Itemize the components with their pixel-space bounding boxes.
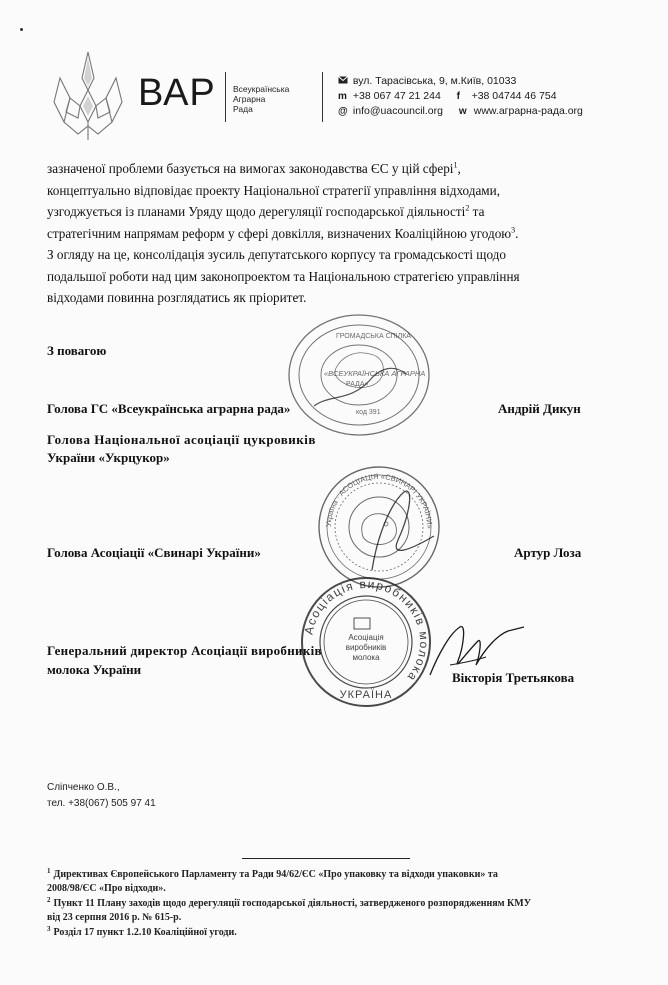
- body-line: зазначеної проблеми базується на вимогах законодавства ЄС у цій сфері$^1$,: [47, 160, 461, 176]
- phone-fax[interactable]: +38 04744 46 754: [471, 90, 557, 102]
- signatory-title: Голова Національної асоціації цукровиків: [47, 432, 316, 447]
- body-line: концептуально відповідає проекту Національної стратегії управління відходами,: [47, 182, 501, 198]
- body-line: узгоджується із планами Уряду щодо дерегуляції господарської діяльності$^2$ та: [47, 203, 485, 219]
- executor-name: Сліпченко О.В.,: [47, 782, 120, 793]
- website-link[interactable]: www.аграрна-рада.org: [473, 105, 583, 117]
- envelope-icon: [338, 74, 350, 89]
- footnote-number: 2: [47, 895, 51, 904]
- stamp-text: виробників: [345, 643, 387, 652]
- body-line: подальшої роботи над цим законопроектом та Національною стратегією управління: [47, 268, 520, 284]
- mobile-phone-icon: m: [338, 91, 347, 102]
- footnote-ref[interactable]: 1: [453, 160, 458, 170]
- stamp-text: ГРОМАДСЬКА СПІЛКА: [336, 333, 411, 340]
- body-line: З огляду на це, консолідація зусиль депутатського корпусу та громадськості щодо: [47, 247, 506, 262]
- header-divider: [225, 72, 226, 122]
- signatory-name: Вікторія Третьякова: [452, 670, 575, 685]
- address-text: вул. Тарасівська, 9, м.Київ, 01033: [352, 75, 517, 87]
- contact-block: [338, 74, 583, 119]
- stamp-text: РАДА»: [346, 381, 369, 388]
- org-name-line: Аграрна: [233, 94, 266, 104]
- body-line: відходами повинна розглядатись як пріоритет.: [47, 290, 307, 305]
- footnotes: [47, 868, 615, 942]
- address-row: [338, 74, 583, 89]
- footnote: $^2$ Пункт 11 Плану заходів щодо дерегуляції господарської діяльності, затвердженого розпорядженням КМУ від 23 серпня 2016 р. № 615-р.: [47, 895, 532, 923]
- letterhead: [0, 42, 668, 142]
- stamp-text: УКРАЇНА: [339, 689, 393, 701]
- executor-contact: [47, 780, 156, 812]
- executor-phone[interactable]: тел. +38(067) 505 97 41: [47, 798, 156, 809]
- footnote: $^3$ Розділ 17 пункт 1.2.10 Коаліційної угоди.: [47, 924, 237, 938]
- stamp-agrarian-council-icon: [284, 310, 434, 440]
- email-icon: @: [338, 106, 348, 117]
- phone-mobile[interactable]: +38 067 47 21 244: [352, 90, 441, 102]
- brand-logo-text: ВАР: [138, 72, 216, 114]
- body-line: стратегічним напрямам реформ у сфері довкілля, визначених Коаліційною угодою$^3$.: [47, 225, 519, 241]
- stamp-text: «ВСЕУКРАЇНСЬКА АГРАРНА: [324, 369, 426, 378]
- stamp-text: Асоціація: [348, 633, 384, 642]
- org-name: [233, 84, 289, 114]
- footnote: $^1$ Директивах Європейського Парламенту та Ради 94/62/ЄС «Про упаковку та відходи упаковки» та 2008/98/ЄС «Про відходи».: [47, 866, 498, 894]
- signatory-name: Андрій Дикун: [498, 401, 581, 416]
- footnote-number: 1: [47, 866, 51, 875]
- footnote-number: 3: [47, 924, 51, 933]
- stamp-milk-producers-icon: [296, 572, 436, 712]
- footnote-ref[interactable]: 3: [511, 225, 516, 235]
- signatory-title: Генеральний директор Асоціації виробників: [47, 643, 322, 658]
- stamp-text: молока: [352, 653, 380, 662]
- phone-row: [338, 89, 583, 104]
- footnote-ref[interactable]: 2: [465, 203, 470, 213]
- stamp-text: код 391: [356, 409, 381, 416]
- letter-body: [47, 158, 609, 309]
- email-link[interactable]: info@uacouncil.org: [352, 105, 443, 117]
- signatory-name: Артур Лоза: [514, 545, 582, 560]
- web-icon: w: [458, 106, 467, 117]
- trident-logo-icon: [48, 48, 128, 144]
- scan-speck: [20, 28, 23, 31]
- stamp-text: Україна · АСОЦІАЦІЯ «СВИНАРІ УКРАЇНИ»: [323, 471, 435, 529]
- org-name-line: Всеукраїнська: [233, 84, 290, 94]
- web-row: [338, 104, 583, 119]
- stamp-text: Асоціація виробників молока: [301, 576, 432, 685]
- fax-icon: f: [456, 91, 460, 102]
- header-divider: [322, 72, 323, 122]
- org-name-line: Рада: [233, 104, 253, 114]
- footnote-separator: [242, 858, 410, 859]
- closing-regards: З повагою: [47, 343, 107, 358]
- signatory-title: Голова ГС «Всеукраїнська аграрна рада»: [47, 401, 291, 416]
- signatory-title: Голова Асоціації «Свинарі України»: [47, 545, 261, 560]
- signatory-title: молока України: [47, 662, 142, 677]
- signatory-title: України «Укрцукор»: [47, 450, 170, 465]
